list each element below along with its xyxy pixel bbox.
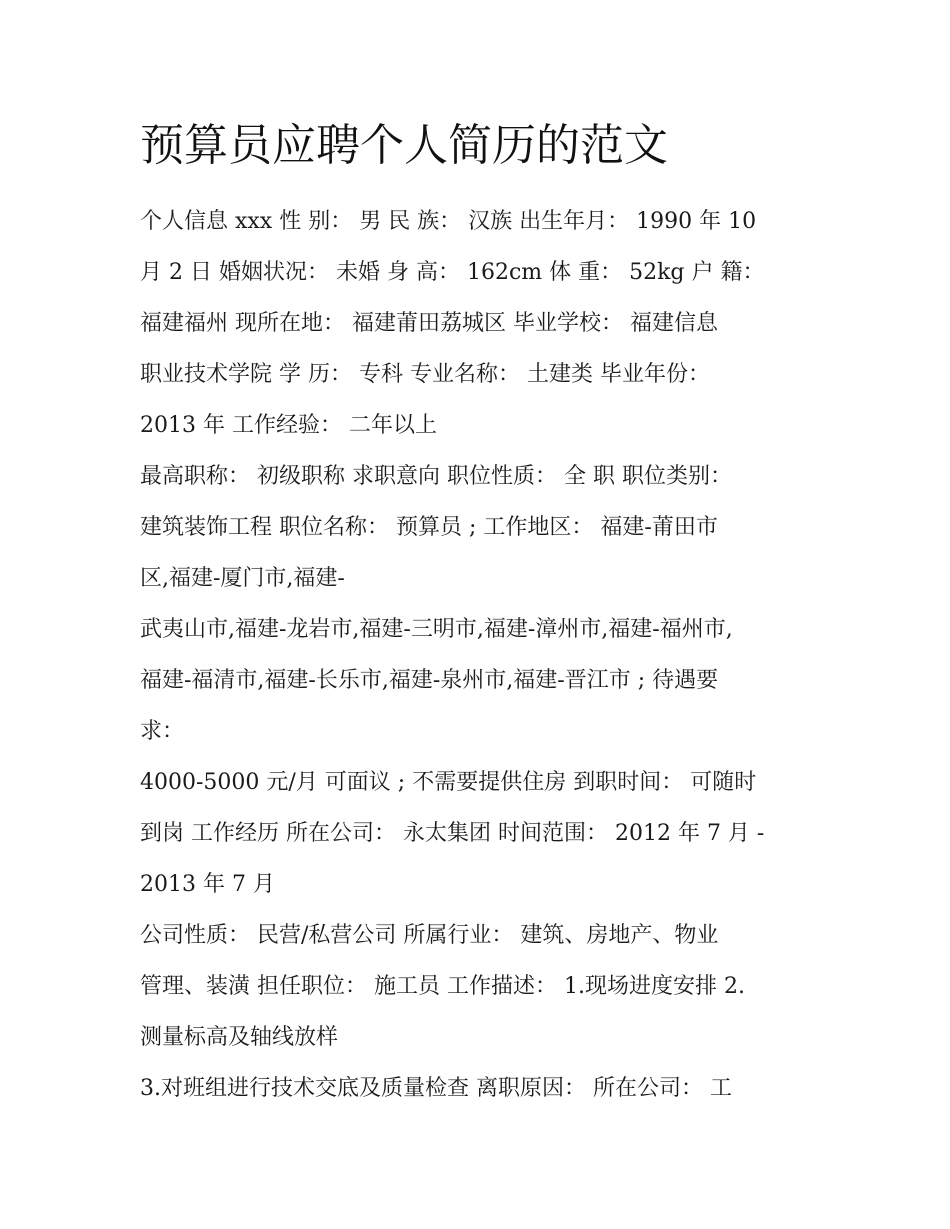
text-line: 武夷山市,福建-龙岩市,福建-三明市,福建-漳州市,福建-福州市, bbox=[140, 617, 733, 642]
text-line: 职业技术学院 学 历： 专科 专业名称： 土建类 毕业年份： bbox=[140, 362, 710, 387]
text-line: 公司性质： 民营/私营公司 所属行业： 建筑、房地产、物业 bbox=[140, 923, 719, 948]
text-line: 月 2 日 婚姻状况： 未婚 身 高： 162cm 体 重： 52kg 户 籍： bbox=[140, 260, 765, 285]
text-line: 求： bbox=[140, 719, 185, 744]
text-line: 2013 年 7 月 bbox=[140, 872, 275, 897]
text-line: 区,福建-厦门市,福建- bbox=[140, 566, 345, 591]
document-title: 预算员应聘个人简历的范文 bbox=[140, 120, 668, 171]
text-line: 测量标高及轴线放样 bbox=[140, 1025, 339, 1050]
text-line: 2013 年 工作经验： 二年以上 bbox=[140, 413, 437, 438]
text-line: 福建福州 现所在地： 福建莆田荔城区 毕业学校： 福建信息 bbox=[140, 311, 718, 336]
text-line: 最高职称： 初级职称 求职意向 职位性质： 全 职 职位类别： bbox=[140, 464, 732, 489]
text-line: 管理、装潢 担任职位： 施工员 工作描述： 1.现场进度安排 2. bbox=[140, 974, 745, 999]
text-line: 福建-福清市,福建-长乐市,福建-泉州市,福建-晋江市 ; 待遇要 bbox=[140, 668, 719, 693]
text-line: 到岗 工作经历 所在公司： 永太集团 时间范围： 2012 年 7 月 - bbox=[140, 821, 765, 846]
text-line: 个人信息 xxx 性 别： 男 民 族： 汉族 出生年月： 1990 年 10 bbox=[140, 209, 757, 234]
text-line: 4000-5000 元/月 可面议 ; 不需要提供住房 到职时间： 可随时 bbox=[140, 770, 757, 795]
text-line: 3.对班组进行技术交底及质量检查 离职原因： 所在公司： 工 bbox=[140, 1076, 732, 1101]
text-line: 建筑装饰工程 职位名称： 预算员 ; 工作地区： 福建-莆田市 bbox=[140, 515, 718, 540]
